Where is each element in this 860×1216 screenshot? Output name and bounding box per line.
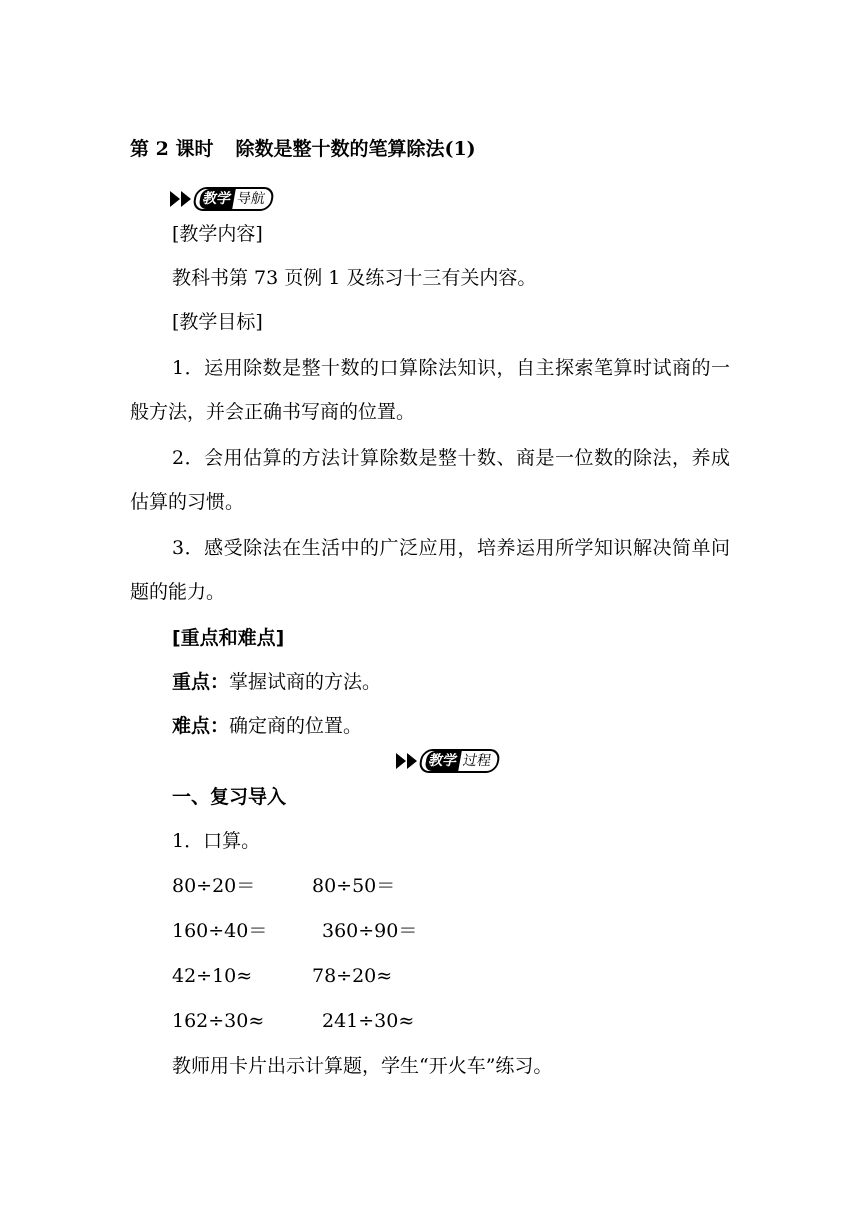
lesson-title	[130, 134, 476, 161]
key-text: 掌握试商的方法。	[229, 671, 382, 693]
difficulty-point	[172, 713, 362, 739]
content-heading: [教学内容]	[172, 223, 263, 245]
equation-left: 42÷10≈	[172, 965, 253, 987]
double-arrow-icon	[396, 753, 418, 769]
difficulty-text: 确定商的位置。	[229, 715, 363, 737]
content-text: 教科书第 73 页例 1 及练习十三有关内容。	[172, 267, 537, 289]
goal-2: 2．会用估算的方法计算除数是整十数、商是一位数的除法，养成估算的习惯。	[130, 447, 730, 513]
equation-left: 80÷20＝	[172, 875, 256, 897]
goal-3: 3．感受除法在生活中的广泛应用，培养运用所学知识解决简单问题的能力。	[130, 537, 730, 603]
review-heading: 一、复习导入	[172, 786, 287, 808]
key-difficulty-heading: [重点和难点]	[172, 627, 285, 649]
equation-right: 241÷30≈	[322, 1010, 415, 1032]
teaching-process-banner	[396, 748, 499, 774]
banner-soft-text: 过程	[461, 753, 493, 769]
double-arrow-icon	[170, 191, 192, 207]
key-point	[172, 669, 381, 695]
banner-soft-text: 导航	[235, 191, 267, 207]
equation-left: 160÷40＝	[172, 920, 268, 942]
teaching-guide-banner	[170, 186, 273, 212]
equation-right: 360÷90＝	[322, 920, 418, 942]
practice-note: 教师用卡片出示计算题，学生“开火车”练习。	[172, 1055, 553, 1077]
equation-right: 78÷20≈	[312, 965, 393, 987]
equation-right: 80÷50＝	[312, 875, 396, 897]
oral-calc-item: 1．口算。	[172, 830, 261, 852]
equation-left: 162÷30≈	[172, 1010, 265, 1032]
key-label: 重点：	[172, 671, 230, 693]
goal-1: 1．运用除数是整十数的口算除法知识，自主探索笔算时试商的一般方法，并会正确书写商的位置。	[130, 357, 730, 423]
banner-strong-text: 教学	[424, 751, 462, 771]
banner-strong-text: 教学	[198, 189, 236, 209]
difficulty-label: 难点：	[172, 715, 230, 737]
goals-heading: [教学目标]	[172, 311, 263, 333]
lesson-number: 第 2 课时	[130, 138, 214, 160]
lesson-topic: 除数是整十数的笔算除法(1)	[235, 138, 476, 160]
